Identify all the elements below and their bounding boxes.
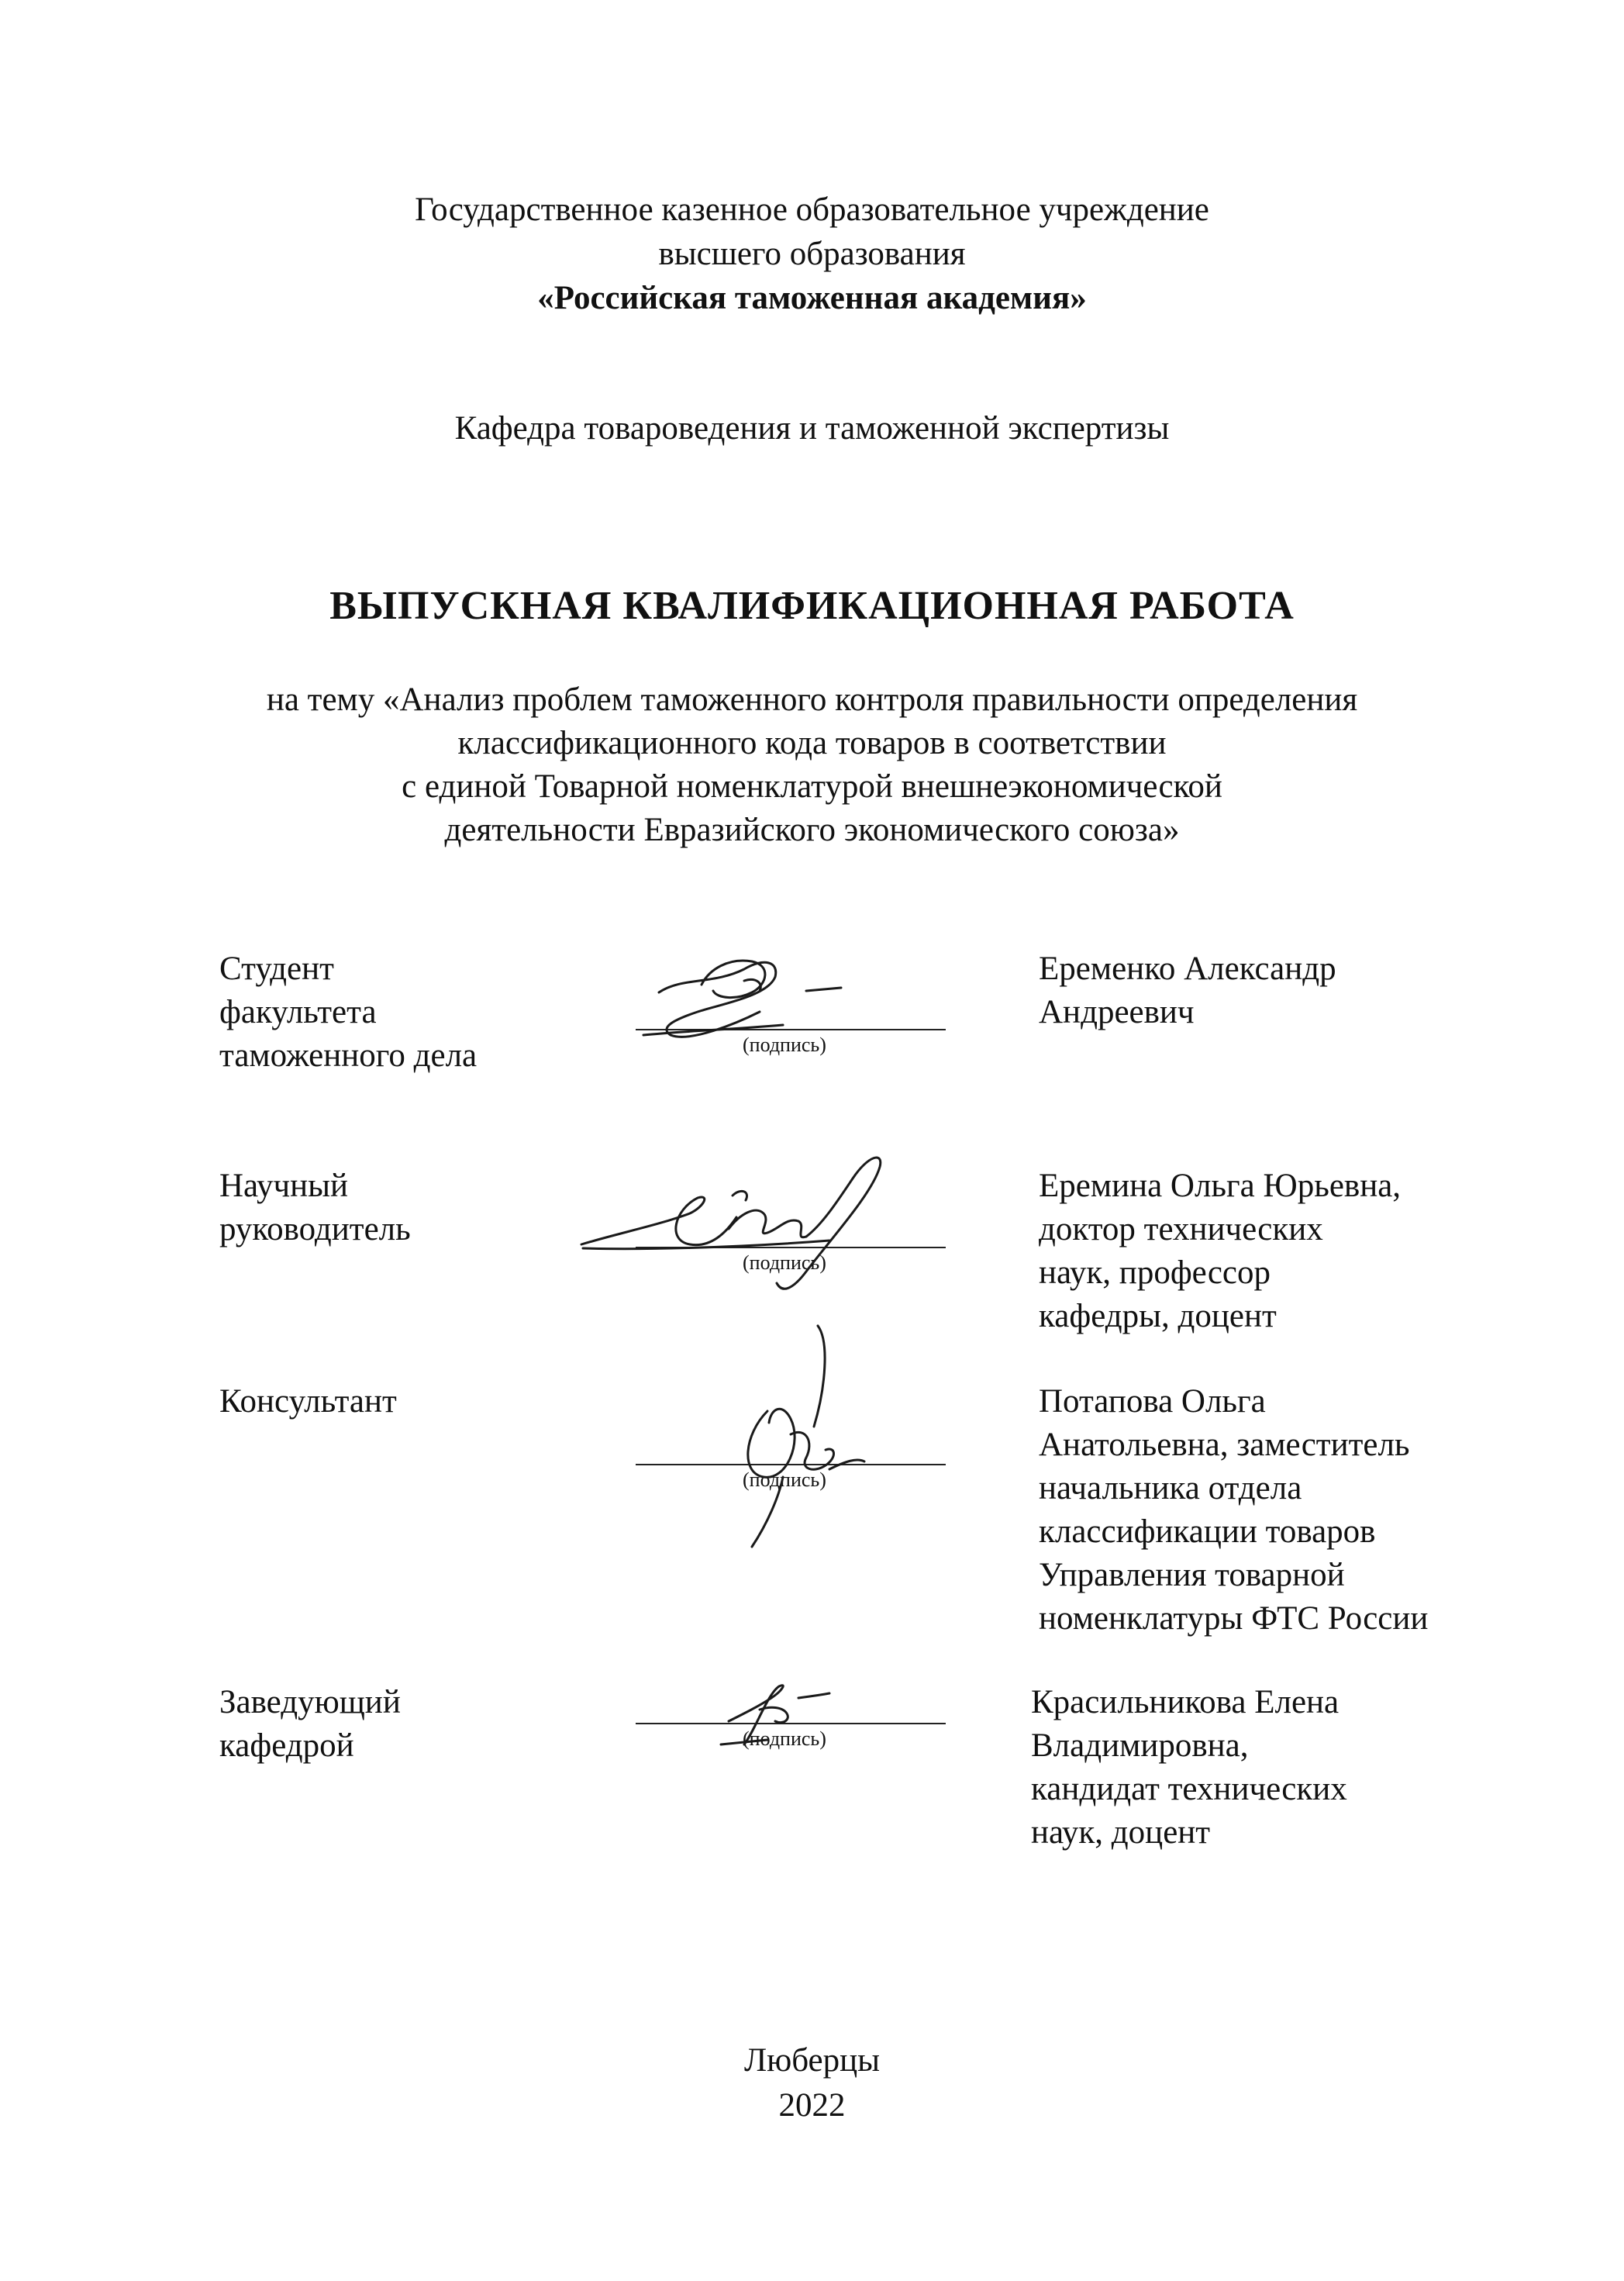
student-signature-caption: (подпись)	[743, 1034, 826, 1056]
head-role-label: Заведующий кафедрой	[219, 1684, 401, 1764]
consultant-name: Потапова Ольга Анатольевна, заместитель начальника отдела классификации товаров Управления товарной номенклатуры ФТС России	[1039, 1383, 1429, 1637]
supervisor-signature	[574, 1140, 930, 1310]
institution-name: «Российская таможенная академия»	[537, 280, 1087, 316]
institution-level: высшего образования	[658, 236, 966, 272]
city: Люберцы	[743, 2042, 881, 2079]
consultant-role-label: Консультант	[219, 1383, 397, 1420]
work-type-title: ВЫПУСКНАЯ КВАЛИФИКАЦИОННАЯ РАБОТА	[329, 584, 1295, 628]
supervisor-role-label: Научный руководитель	[219, 1168, 411, 1247]
topic-line-3: с единой Товарной номенклатурой внешнеэкономической	[402, 768, 1222, 805]
consultant-signature-caption: (подпись)	[743, 1468, 826, 1491]
year: 2022	[778, 2087, 846, 2124]
department-name: Кафедра товароведения и таможенной экспертизы	[454, 410, 1170, 447]
student-name: Еременко Александр Андреевич	[1039, 951, 1336, 1030]
student-role-label: Студент факультета таможенного дела	[219, 951, 478, 1074]
supervisor-name: Еремина Ольга Юрьевна, доктор технических наук, профессор кафедры, доцент	[1039, 1168, 1402, 1334]
consultant-signature	[698, 1318, 884, 1551]
supervisor-signature-caption: (подпись)	[743, 1251, 826, 1274]
student-signature	[628, 938, 860, 1054]
head-name: Красильникова Елена Владимировна, кандидат технических наук, доцент	[1031, 1684, 1347, 1851]
head-signature	[713, 1667, 868, 1752]
topic-line-4: деятельности Евразийского экономического союза»	[444, 812, 1180, 848]
institution-type: Государственное казенное образовательное учреждение	[415, 192, 1209, 228]
head-signature-caption: (подпись)	[743, 1727, 826, 1750]
topic-line-2: классификационного кода товаров в соответствии	[457, 725, 1167, 761]
topic-line-1: на тему «Анализ проблем таможенного контроля правильности определения	[266, 682, 1358, 718]
